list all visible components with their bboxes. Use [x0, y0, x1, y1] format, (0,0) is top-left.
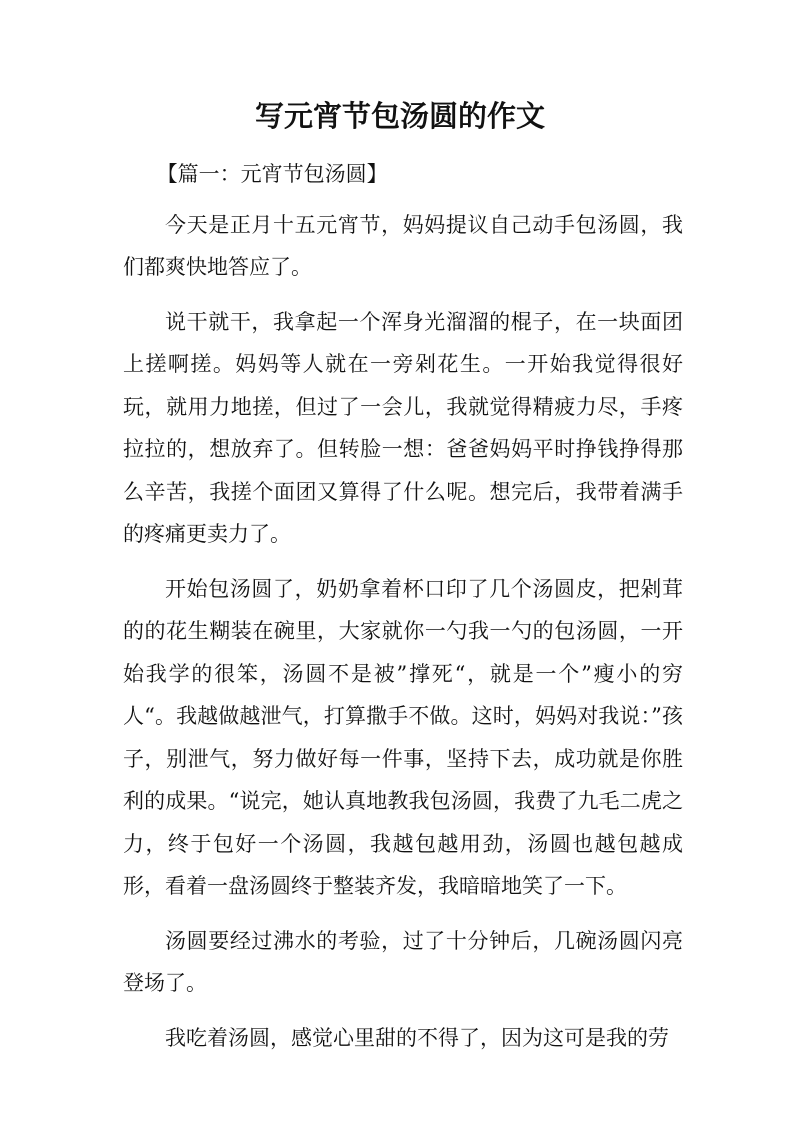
section-label: 【篇一：元宵节包汤圆】 [156, 162, 388, 186]
paragraph-3: 开始包汤圆了，奶奶拿着杯口印了几个汤圆皮，把剁茸的的花生糊装在碗里，大家就你一勺我一勺的包汤圆，一开始我学的很笨，汤圆不是被”撑死“，就是一个”瘦小的穷人“。我越做越泄气，打算撒手不做。这时，妈妈对我说：”孩子，别泄气，努力做好每一件事，坚持下去，成功就是你胜利的成果。“说完，她认真地教我包汤圆，我费了九毛二虎之力，终于包好一个汤圆，我越包越用劲，汤圆也越包越成形，看着一盘汤圆终于整装齐发，我暗暗地笑了一下。 [123, 576, 683, 898]
paragraph-1: 今天是正月十五元宵节，妈妈提议自己动手包汤圆，我们都爽快地答应了。 [123, 212, 683, 279]
paragraph-4: 汤圆要经过沸水的考验，过了十分钟后，几碗汤圆闪亮登场了。 [123, 928, 683, 995]
document-title: 写元宵节包汤圆的作文 [254, 99, 545, 133]
paragraph-2: 说干就干，我拿起一个浑身光溜溜的棍子，在一块面团上搓啊搓。妈妈等人就在一旁剁花生。一开始我觉得很好玩，就用力地搓，但过了一会儿，我就觉得精疲力尽，手疼拉拉的，想放弃了。但转脸一想：爸爸妈妈平时挣钱挣得那么辛苦，我搓个面团又算得了什么呢。想完后，我带着满手的疼痛更卖力了。 [123, 309, 683, 546]
paragraph-5: 我吃着汤圆，感觉心里甜的不得了，因为这可是我的劳 [165, 1025, 669, 1050]
document-body [123, 153, 683, 1071]
